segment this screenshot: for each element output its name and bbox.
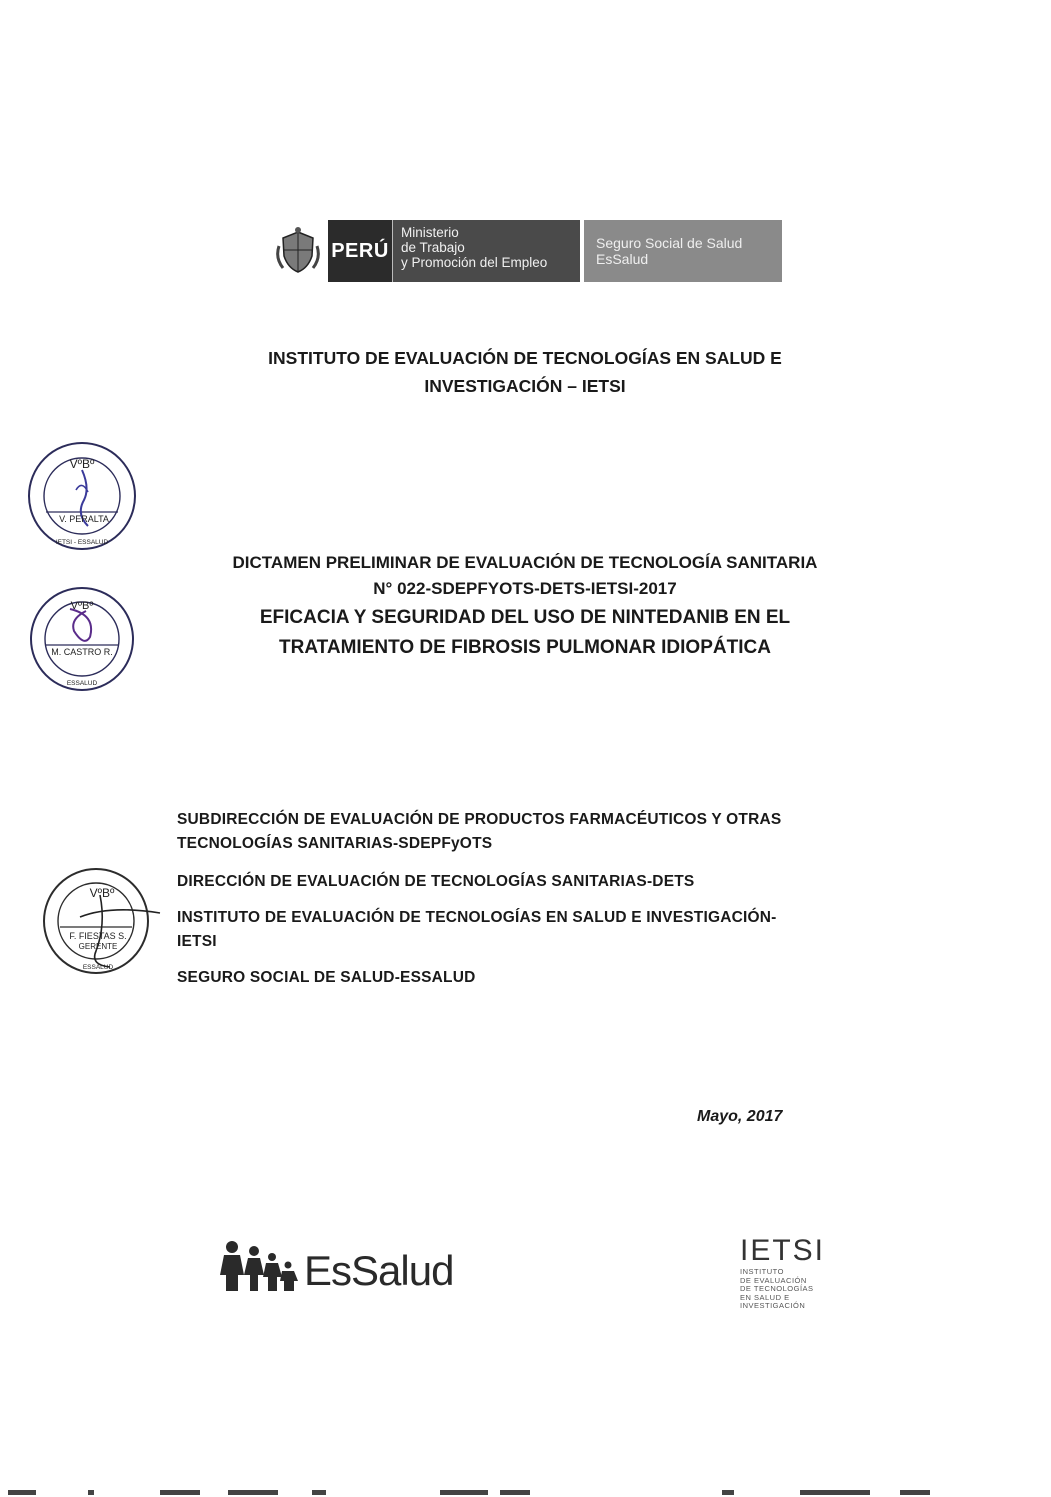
stamp-vb: VºBº	[70, 600, 94, 612]
unit-line: INSTITUTO DE EVALUACIÓN DE TECNOLOGÍAS EN SALUD E INVESTIGACIÓN-	[177, 909, 777, 926]
institute-title	[160, 344, 890, 400]
ministry-line: de Trabajo	[401, 240, 465, 255]
stamp-bottom: IETSI - ESSALUD	[55, 539, 109, 546]
family-figures-icon	[220, 1237, 300, 1293]
agency-line: Seguro Social de Salud	[596, 235, 743, 251]
unit-dets: DIRECCIÓN DE EVALUACIÓN DE TECNOLOGÍAS SANITARIAS-DETS	[177, 873, 695, 890]
report-title	[150, 550, 900, 662]
stamp-role: GERENTE	[78, 942, 118, 951]
unit-ietsi	[177, 906, 777, 954]
unit-sdepfyots	[177, 808, 781, 856]
ietsi-wordmark: IETSI	[740, 1234, 826, 1267]
unit-essalud: SEGURO SOCIAL DE SALUD-ESSALUD	[177, 969, 476, 986]
stamp-seal-icon	[40, 865, 162, 977]
essalud-logo	[220, 1227, 453, 1293]
stamp-vb: VºBº	[89, 886, 115, 900]
stamp-bottom: ESSALUD	[82, 964, 114, 971]
agency-line: EsSalud	[596, 251, 649, 267]
report-subject-line: EFICACIA Y SEGURIDAD DEL USO DE NINTEDANIB EN EL	[259, 607, 791, 628]
document-date: Mayo, 2017	[697, 1108, 783, 1125]
approval-stamp-peralta	[26, 440, 138, 557]
institute-title-line: INVESTIGACIÓN – IETSI	[424, 376, 626, 396]
institute-title-line: INSTITUTO DE EVALUACIÓN DE TECNOLOGÍAS EN SALUD E	[268, 348, 782, 368]
scan-artifact-marks	[0, 1488, 1051, 1497]
ietsi-subtitle-line: EN SALUD E	[740, 1292, 790, 1302]
stamp-vb: VºBº	[69, 457, 95, 471]
stamp-bottom: ESSALUD	[66, 680, 98, 687]
unit-line: TECNOLOGÍAS SANITARIAS-SDEPFyOTS	[177, 835, 493, 852]
stamp-name: V. PERALTA	[59, 514, 109, 524]
ietsi-subtitle-line: INVESTIGACIÓN	[740, 1301, 806, 1310]
ministry-line: Ministerio	[401, 225, 459, 240]
ietsi-logo	[740, 1236, 860, 1311]
ietsi-subtitle-line: INSTITUTO	[740, 1267, 784, 1276]
ietsi-subtitle	[740, 1268, 860, 1311]
report-subject-line: TRATAMIENTO DE FIBROSIS PULMONAR IDIOPÁTICA	[279, 637, 771, 658]
approval-stamp-fiestas	[40, 865, 162, 982]
peru-coat-of-arms-icon	[268, 220, 328, 282]
report-title-line: DICTAMEN PRELIMINAR DE EVALUACIÓN DE TECNOLOGÍA SANITARIA	[232, 553, 818, 572]
agency-label	[584, 220, 782, 282]
ietsi-subtitle-line: DE TECNOLOGÍAS	[740, 1284, 814, 1293]
approval-stamp-castro	[26, 585, 138, 698]
ministry-line: y Promoción del Empleo	[401, 255, 548, 270]
ministry-label	[392, 220, 580, 282]
stamp-name: M. CASTRO R.	[51, 647, 113, 657]
peru-label: PERÚ	[328, 220, 392, 282]
unit-line: IETSI	[177, 933, 217, 950]
ietsi-subtitle-line: DE EVALUACIÓN	[740, 1275, 807, 1285]
stamp-name: F. FIESTAS S.	[69, 931, 127, 941]
report-number: N° 022-SDEPFYOTS-DETS-IETSI-2017	[373, 579, 677, 598]
stamp-seal-icon	[26, 585, 138, 693]
unit-line: SUBDIRECCIÓN DE EVALUACIÓN DE PRODUCTOS FARMACÉUTICOS Y OTRAS	[177, 811, 782, 828]
government-banner	[268, 220, 782, 282]
stamp-seal-icon	[26, 440, 138, 552]
essalud-wordmark: EsSalud	[304, 1247, 454, 1294]
